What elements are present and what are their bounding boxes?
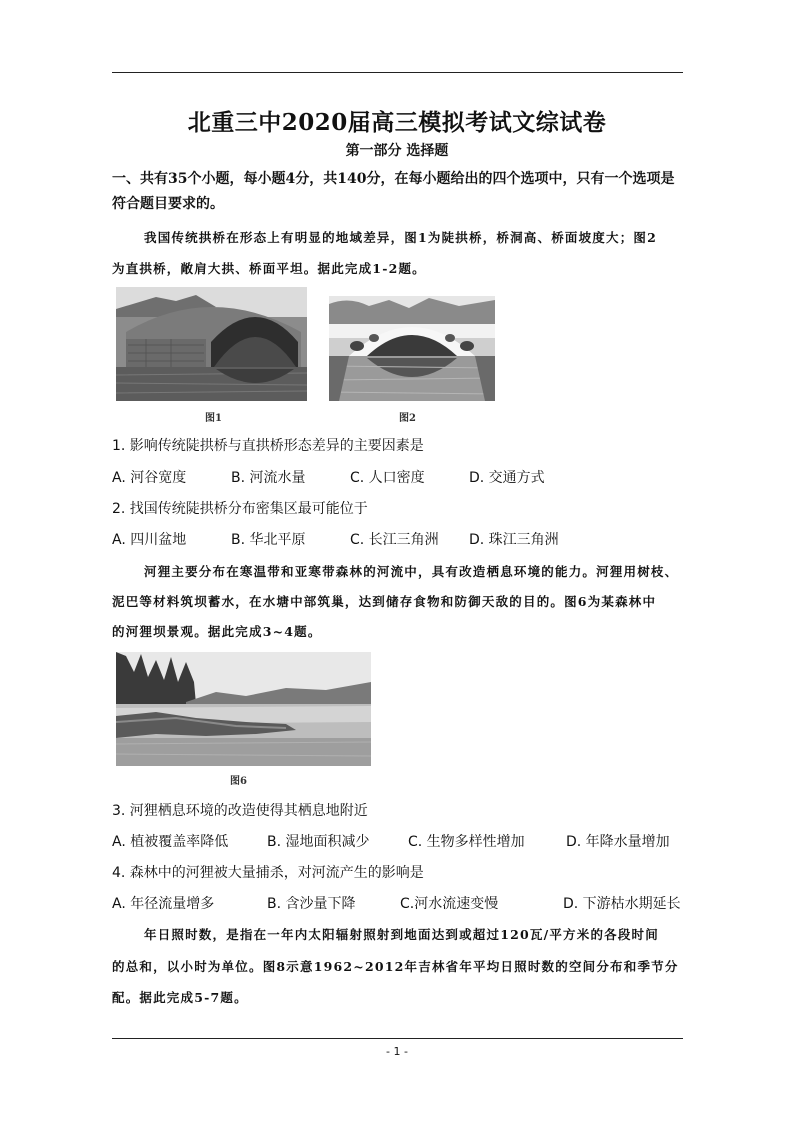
question-1-option-c: C. 人口密度 <box>350 470 425 486</box>
figure-1-steep-arch-bridge <box>116 287 307 401</box>
header-rule <box>112 72 683 73</box>
question-2-option-b: B. 华北平原 <box>231 532 306 548</box>
figure-6-caption: 图6 <box>230 776 247 787</box>
section-instructions-line-1: 一、共有35个小题，每小题4分，共140分，在每小题给出的四个选项中，只有一个选项是 <box>112 171 675 187</box>
passage1-line-1: 我国传统拱桥在形态上有明显的地域差异，图1为陡拱桥，桥洞高、桥面坡度大；图2 <box>144 230 657 245</box>
footer-rule <box>112 1038 683 1039</box>
passage3-line-3: 配。据此完成5-7题。 <box>112 990 248 1005</box>
passage2-line-1: 河狸主要分布在寒温带和亚寒带森林的河流中，具有改造栖息环境的能力。河狸用树枝、 <box>144 564 679 579</box>
section-subtitle: 第一部分 选择题 <box>345 143 449 159</box>
passage3-line-2: 的总和，以小时为单位。图8示意1962~2012年吉林省年平均日照时数的空间分布和季节分 <box>112 959 679 974</box>
question-4-option-d: D. 下游枯水期延长 <box>563 896 681 912</box>
question-3-stem: 3. 河狸栖息环境的改造使得其栖息地附近 <box>112 803 368 819</box>
question-4-stem: 4. 森林中的河狸被大量捕杀，对河流产生的影响是 <box>112 865 424 881</box>
question-1-option-d: D. 交通方式 <box>469 470 545 486</box>
figure-2-caption: 图2 <box>399 413 416 424</box>
question-4-option-b: B. 含沙量下降 <box>267 896 356 912</box>
passage2-line-3: 的河狸坝景观。据此完成3~4题。 <box>112 624 322 639</box>
question-2-option-c: C. 长江三角洲 <box>350 532 439 548</box>
passage1-line-2: 为直拱桥，敞肩大拱、桥面平坦。据此完成1-2题。 <box>112 261 426 276</box>
question-4-option-a: A. 年径流量增多 <box>112 896 215 912</box>
passage2-line-2: 泥巴等材料筑坝蓄水，在水塘中部筑巢，达到储存食物和防御天敌的目的。图6为某森林中 <box>112 594 657 609</box>
passage3-line-1: 年日照时数，是指在一年内太阳辐射照射到地面达到或超过120瓦/平方米的各段时间 <box>144 927 659 942</box>
question-3-option-c: C. 生物多样性增加 <box>408 834 525 850</box>
section-instructions-line-2: 符合题目要求的。 <box>112 196 224 212</box>
figure-1-caption: 图1 <box>205 413 222 424</box>
page-number: - 1 - <box>386 1045 408 1058</box>
question-3-option-b: B. 湿地面积减少 <box>267 834 370 850</box>
figure-6-beaver-dam <box>116 652 371 766</box>
figure-2-straight-arch-bridge <box>329 296 495 401</box>
question-1-option-b: B. 河流水量 <box>231 470 306 486</box>
question-2-stem: 2. 找国传统陡拱桥分布密集区最可能位于 <box>112 501 368 517</box>
question-1-stem: 1. 影响传统陡拱桥与直拱桥形态差异的主要因素是 <box>112 438 424 454</box>
question-4-option-c: C.河水流速变慢 <box>400 896 499 912</box>
question-3-option-d: D. 年降水量增加 <box>566 834 670 850</box>
question-2-option-d: D. 珠江三角洲 <box>469 532 559 548</box>
question-2-option-a: A. 四川盆地 <box>112 532 187 548</box>
page-title: 北重三中2020届高三模拟考试文综试卷 <box>187 109 607 136</box>
question-1-option-a: A. 河谷宽度 <box>112 470 187 486</box>
question-3-option-a: A. 植被覆盖率降低 <box>112 834 229 850</box>
